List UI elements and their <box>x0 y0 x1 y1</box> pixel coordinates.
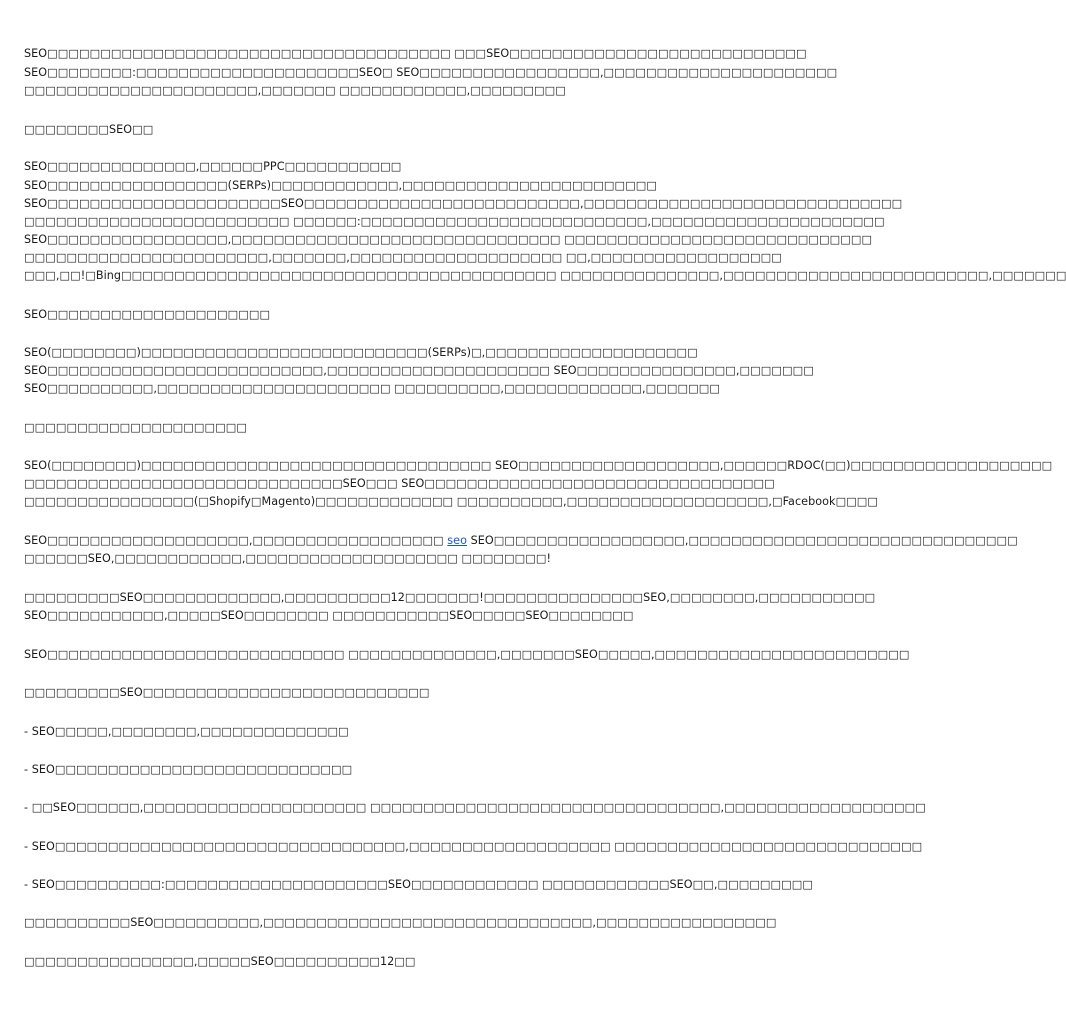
paragraph-line: SEO□□□□□□□□□□□□□□□□□□□□□□SEO□□□□□□□□□□□□□□□□□□□□□□□□□□,□□□□□□□□□□□□□□□□□□□□□□□□□□□□□□ <box>24 197 903 210</box>
paragraph-line: SEO□□□□□□□□:□□□□□□□□□□□□□□□□□□□□□SEO□ SEO□□□□□□□□□□□□□□□□□,□□□□□□□□□□□□□□□□□□□□□□ <box>24 66 838 79</box>
paragraph-line: □□□□□□□□□□□□□□□□□□□□□□□□□□□□□□SEO□□□ SEO□□□□□□□□□□□□□□□□□□□□□□□□□□□□□□□□□ <box>24 477 775 490</box>
paragraph-line: □□□□□□□□□□□□□□□□□□□□□□□,□□□□□□□,□□□□□□□□□□□□□□□□□□□□ □□,□□□□□□□□□□□□□□□□□□ <box>24 251 782 264</box>
paragraph-line: SEO□□□□□□□□□□□□□□□□□□□□□□□□□□□□□□□□□□□□□□ □□□SEO□□□□□□□□□□□□□□□□□□□□□□□□□□□□ <box>24 47 807 60</box>
paragraph-line: □□□□□□□□□□□□□□□□□□□□□□□□□ □□□□□□:□□□□□□□□□□□□□□□□□□□□□□□□□□□,□□□□□□□□□□□□□□□□□□□□□□ <box>24 215 885 228</box>
paragraph-line: SEO□□□□□□□□□□□□□□□□□(SERPs)□□□□□□□□□□□□,□□□□□□□□□□□□□□□□□□□□□□□□ <box>24 179 658 192</box>
paragraph-line: SEO(□□□□□□□□)□□□□□□□□□□□□□□□□□□□□□□□□□□□(SERPs)□,□□□□□□□□□□□□□□□□□□□□ <box>24 346 698 359</box>
paragraph-line: SEO(□□□□□□□□)□□□□□□□□□□□□□□□□□□□□□□□□□□□□□□□□□ SEO□□□□□□□□□□□□□□□□□□□,□□□□□□RDOC(□□)□□□□□□□□□□□□□□□□□□□ <box>24 459 1053 472</box>
paragraph-line: SEO□□□□□□□□□□□,□□□□□SEO□□□□□□□□ □□□□□□□□□□□SEO□□□□□SEO□□□□□□□□ <box>24 609 634 622</box>
list-item: - SEO□□□□□□□□□□□□□□□□□□□□□□□□□□□□□□□□□,□□□□□□□□□□□□□□□□□□□ □□□□□□□□□□□□□□□□□□□□□□□□□□□□□ <box>24 840 923 853</box>
paragraph-line: □□□□□□□□□□□□□□□□(□Shopify□Magento)□□□□□□□□□□□□□ □□□□□□□□□□,□□□□□□□□□□□□□□□□□□□,□Facebook□□□□ <box>24 495 879 508</box>
section-heading: SEO□□□□□□□□□□□□□□□□□□□□□ <box>24 308 271 321</box>
paragraph-line: SEO□□□□□□□□□□□□□□□□□□□□□□□□□□,□□□□□□□□□□□□□□□□□□□□□ SEO□□□□□□□□□□□□□□□,□□□□□□□ <box>24 364 814 377</box>
list-item: - □□SEO□□□□□□,□□□□□□□□□□□□□□□□□□□□□ □□□□□□□□□□□□□□□□□□□□□□□□□□□□□□□□□,□□□□□□□□□□□□□□□□□□□ <box>24 801 926 814</box>
paragraph-text-before-link: SEO□□□□□□□□□□□□□□□□□□□,□□□□□□□□□□□□□□□□□□ <box>24 534 448 547</box>
paragraph-line: □□□□□□□□□□□□□□□□,□□□□□SEO□□□□□□□□□□12□□ <box>24 955 416 968</box>
list-item: - SEO□□□□□□□□□□:□□□□□□□□□□□□□□□□□□□□□SEO□□□□□□□□□□□□ □□□□□□□□□□□□SEO□□,□□□□□□□□□ <box>24 878 814 891</box>
section-heading: □□□□□□□□SEO□□ <box>24 123 154 136</box>
seo-link[interactable]: seo <box>447 534 468 547</box>
paragraph-line: SEO□□□□□□□□□□,□□□□□□□□□□□□□□□□□□□□□□ □□□□□□□□□□,□□□□□□□□□□□□□,□□□□□□□ <box>24 382 721 395</box>
section-heading: □□□□□□□□□□□□□□□□□□□□□ <box>24 421 248 434</box>
list-item: - SEO□□□□□□□□□□□□□□□□□□□□□□□□□□□□ <box>24 763 353 776</box>
paragraph-line: □□□□□□SEO,□□□□□□□□□□□□,□□□□□□□□□□□□□□□□□□□□ □□□□□□□□! <box>24 552 552 565</box>
paragraph-line: SEO□□□□□□□□□□□□□□□□□,□□□□□□□□□□□□□□□□□□□□□□□□□□□□□□□ □□□□□□□□□□□□□□□□□□□□□□□□□□□□□ <box>24 233 873 246</box>
paragraph-line: SEO□□□□□□□□□□□□□□,□□□□□□PPC□□□□□□□□□□□ <box>24 160 402 173</box>
paragraph-line: □□□□□□□□□SEO□□□□□□□□□□□□□,□□□□□□□□□□12□□□□□□□!□□□□□□□□□□□□□□□SEO,□□□□□□□□,□□□□□□□□□□□ <box>24 591 876 604</box>
paragraph-line: □□□□□□□□□□SEO□□□□□□□□□□,□□□□□□□□□□□□□□□□□□□□□□□□□□□□□□□,□□□□□□□□□□□□□□□□□ <box>24 916 777 929</box>
paragraph-line-with-link <box>24 534 1018 548</box>
paragraph-line: □□□,□□!□Bing□□□□□□□□□□□□□□□□□□□□□□□□□□□□□□□□□□□□□□□□□ □□□□□□□□□□□□□□□,□□□□□□□□□□□□□□□□□□□□□□□□□,□□□□□□□ <box>24 269 1066 282</box>
paragraph-line: □□□□□□□□□SEO□□□□□□□□□□□□□□□□□□□□□□□□□□□ <box>24 686 430 699</box>
paragraph-text-after-link: SEO□□□□□□□□□□□□□□□□□□,□□□□□□□□□□□□□□□□□□□□□□□□□□□□□□□ <box>467 534 1018 547</box>
paragraph-line: □□□□□□□□□□□□□□□□□□□□□□,□□□□□□□ □□□□□□□□□□□□,□□□□□□□□□ <box>24 84 566 97</box>
list-item: - SEO□□□□□,□□□□□□□□,□□□□□□□□□□□□□□ <box>24 725 349 738</box>
paragraph-line: SEO□□□□□□□□□□□□□□□□□□□□□□□□□□□□ □□□□□□□□□□□□□□,□□□□□□□SEO□□□□□,□□□□□□□□□□□□□□□□□□□□□□□□ <box>24 648 910 661</box>
